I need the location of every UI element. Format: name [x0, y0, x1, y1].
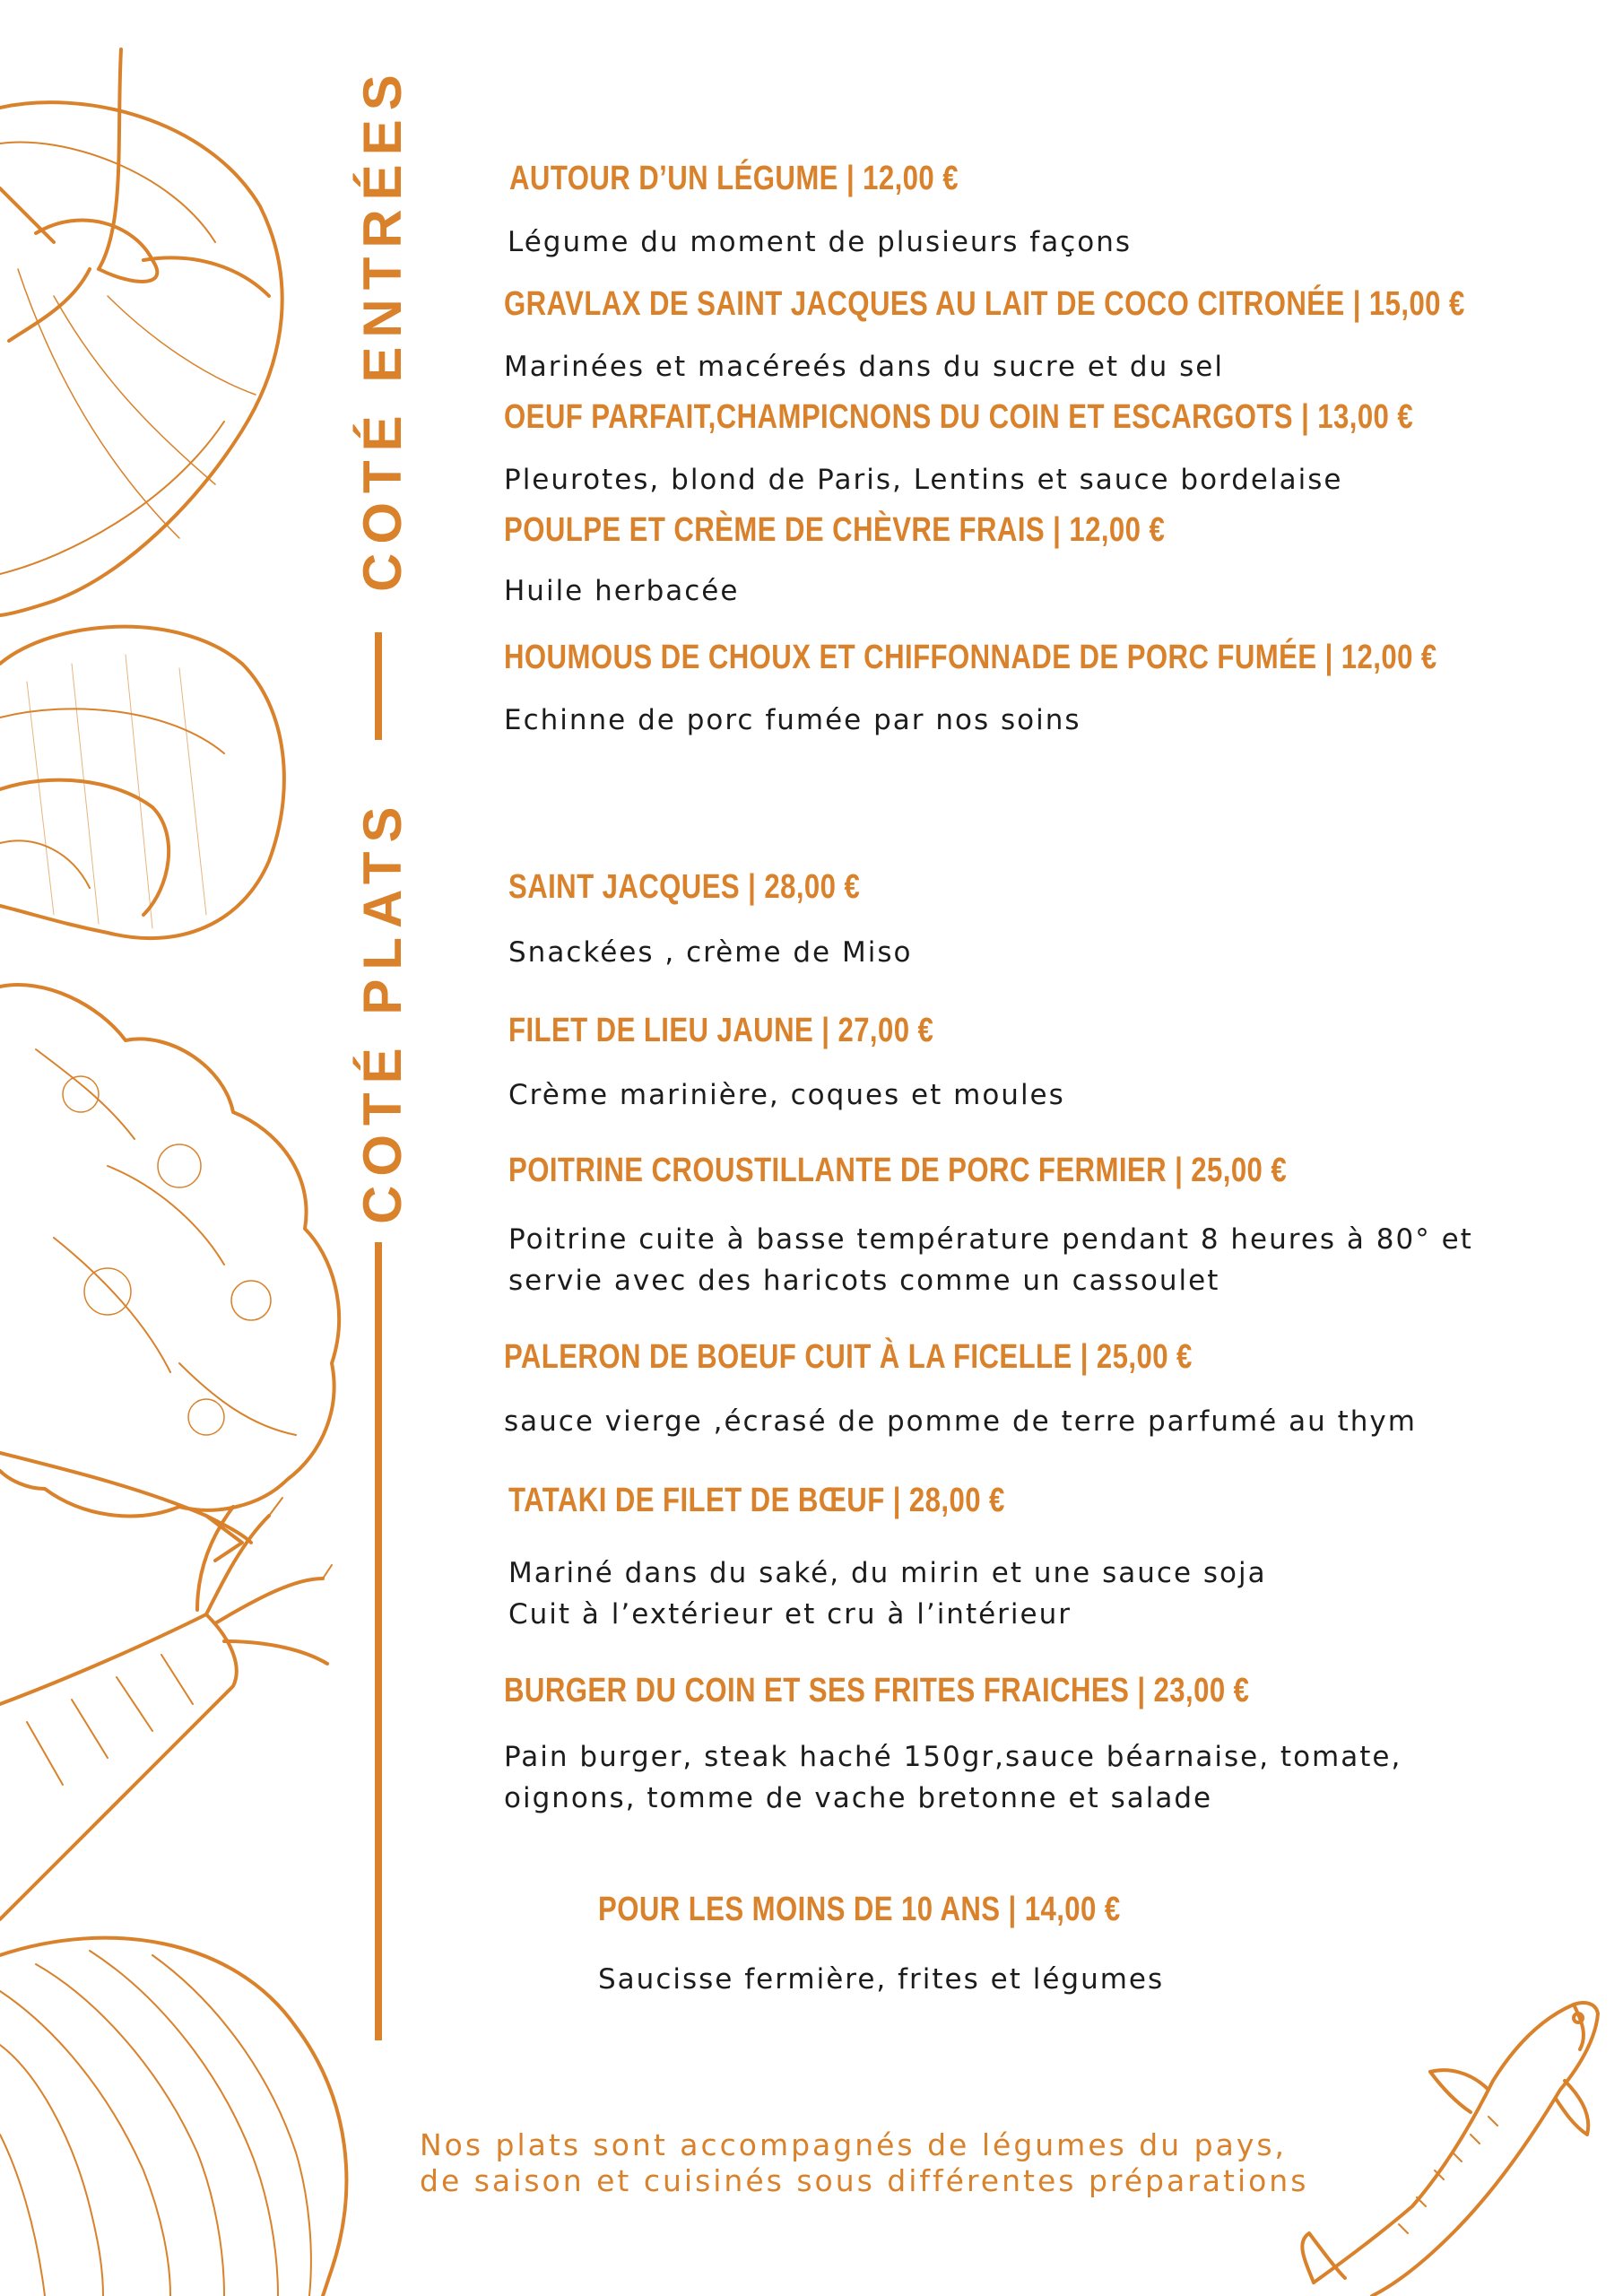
tomato-illustration: [0, 49, 282, 615]
menu-item-title: AUTOUR D’UN LÉGUME | 12,00 €: [509, 160, 959, 197]
menu-item-description: Pain burger, steak haché 150gr,sauce béarnaise, tomate,: [504, 1741, 1402, 1773]
menu-item-description: Echinne de porc fumée par nos soins: [504, 704, 1081, 736]
carrot-illustration: [0, 1498, 332, 1919]
fish-illustration: [1302, 2003, 1598, 2296]
menu-item-title: BURGER DU COIN ET SES FRITES FRAICHES | 23,00 €: [504, 1672, 1250, 1709]
menu-item-description: servie avec des haricots comme un cassoulet: [508, 1265, 1220, 1297]
footer-line: de saison et cuisinés sous différentes préparations: [420, 2163, 1309, 2198]
section-title-entrees: COTÉ ENTRÉES: [352, 65, 412, 592]
menu-item-description: Saucisse fermière, frites et légumes: [598, 1963, 1165, 1996]
menu-item-title: POULPE ET CRÈME DE CHÈVRE FRAIS | 12,00 €: [504, 511, 1166, 549]
menu-item-description: Cuit à l’extérieur et cru à l’intérieur: [508, 1598, 1072, 1631]
section-title-plats: COTÉ PLATS: [352, 797, 412, 1224]
menu-item-description: Mariné dans du saké, du mirin et une sauce soja: [508, 1557, 1267, 1589]
menu-item-title: FILET DE LIEU JAUNE | 27,00 €: [508, 1012, 934, 1049]
menu-item-description: Huile herbacée: [504, 575, 740, 607]
menu-item-description: Snackées , crème de Miso: [508, 936, 913, 969]
menu-item-description: sauce vierge ,écrasé de pomme de terre parfumé au thym: [504, 1405, 1417, 1438]
footer-note: [420, 2127, 1308, 2199]
section-divider-entrees: [375, 632, 382, 740]
menu-item-description: Légume du moment de plusieurs façons: [508, 226, 1133, 258]
mushroom-illustration: [0, 627, 284, 938]
menu-item-title: OEUF PARFAIT,CHAMPICNONS DU COIN ET ESCARGOTS | 13,00 €: [504, 398, 1414, 436]
section-divider-plats: [375, 1242, 382, 2040]
menu-item-title: POUR LES MOINS DE 10 ANS | 14,00 €: [598, 1891, 1121, 1928]
menu-item-description: Marinées et macéreés dans du sucre et du sel: [504, 351, 1224, 383]
menu-item-title: HOUMOUS DE CHOUX ET CHIFFONNADE DE PORC FUMÉE | 12,00 €: [504, 639, 1437, 676]
menu-item-description: Poitrine cuite à basse température pendant 8 heures à 80° et: [508, 1223, 1473, 1256]
menu-item-description: Crème marinière, coques et moules: [508, 1079, 1065, 1111]
menu-item-title: GRAVLAX DE SAINT JACQUES AU LAIT DE COCO CITRONÉE | 15,00 €: [504, 285, 1465, 323]
menu-item-description: Pleurotes, blond de Paris, Lentins et sauce bordelaise: [504, 464, 1343, 496]
broccoli-illustration: [0, 985, 339, 1561]
menu-item-title: POITRINE CROUSTILLANTE DE PORC FERMIER | 25,00 €: [508, 1152, 1288, 1189]
menu-item-title: TATAKI DE FILET DE BŒUF | 28,00 €: [508, 1482, 1005, 1519]
menu-item-description: oignons, tomme de vache bretonne et salade: [504, 1782, 1213, 1814]
menu-item-title: PALERON DE BOEUF CUIT À LA FICELLE | 25,00 €: [504, 1338, 1193, 1376]
footer-line: Nos plats sont accompagnés de légumes du pays,: [420, 2127, 1288, 2162]
menu-item-title: SAINT JACQUES | 28,00 €: [508, 868, 861, 906]
scallop-shell-illustration: [0, 1938, 346, 2296]
